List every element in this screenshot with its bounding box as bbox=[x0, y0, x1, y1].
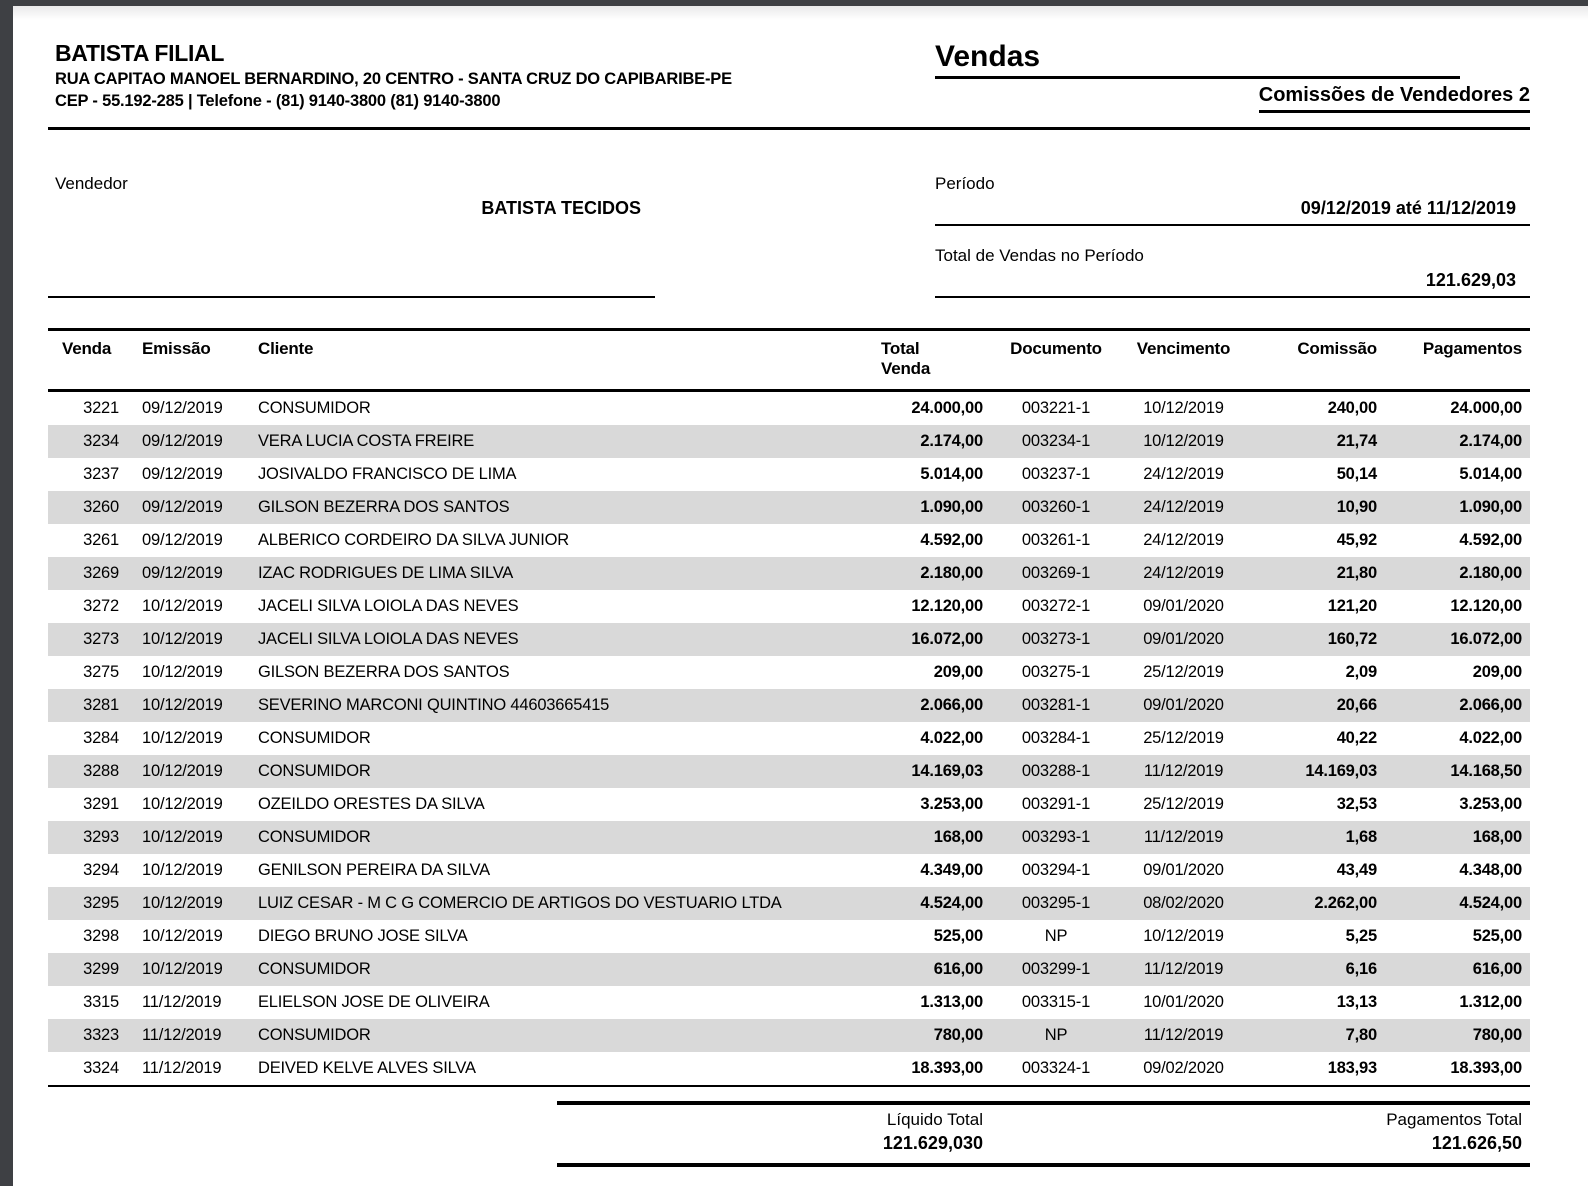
cell-documento: 003324-1 bbox=[1021, 1059, 1091, 1077]
table-row bbox=[48, 953, 1530, 986]
table-row bbox=[48, 1019, 1530, 1052]
cell-comissao: 121,20 bbox=[1327, 597, 1377, 615]
cell-documento: 003261-1 bbox=[1021, 531, 1091, 549]
report-header bbox=[48, 0, 1530, 113]
cell-vencimento: 25/12/2019 bbox=[1143, 729, 1224, 747]
cell-documento: NP bbox=[1044, 927, 1068, 945]
cell-total: 16.072,00 bbox=[911, 630, 983, 648]
report-title-block bbox=[935, 40, 1530, 113]
cell-cliente: OZEILDO ORESTES DA SILVA bbox=[258, 795, 485, 813]
col-header-total-venda: Total Venda bbox=[881, 339, 931, 378]
cell-cliente: JACELI SILVA LOIOLA DAS NEVES bbox=[258, 630, 519, 648]
cell-vencimento: 11/12/2019 bbox=[1143, 828, 1224, 846]
cell-comissao: 40,22 bbox=[1336, 729, 1377, 747]
cell-pagamentos: 5.014,00 bbox=[1459, 465, 1522, 483]
cell-emissao: 11/12/2019 bbox=[142, 993, 222, 1011]
sales-table bbox=[48, 328, 1530, 1087]
cell-cliente: GILSON BEZERRA DOS SANTOS bbox=[258, 498, 510, 516]
cell-cliente: CONSUMIDOR bbox=[258, 828, 371, 846]
cell-comissao: 2.262,00 bbox=[1314, 894, 1377, 912]
company-address: RUA CAPITAO MANOEL BERNARDINO, 20 CENTRO - SANTA CRUZ DO CAPIBARIBE-PE bbox=[55, 70, 732, 88]
cell-venda: 3261 bbox=[83, 531, 119, 549]
cell-documento: 003269-1 bbox=[1021, 564, 1091, 582]
cell-emissao: 10/12/2019 bbox=[142, 597, 223, 615]
company-block bbox=[48, 40, 883, 113]
cell-documento: 003294-1 bbox=[1021, 861, 1091, 879]
cell-venda: 3288 bbox=[83, 762, 119, 780]
cell-venda: 3294 bbox=[83, 861, 119, 879]
cell-venda: 3269 bbox=[83, 564, 119, 582]
cell-venda: 3281 bbox=[83, 696, 119, 714]
cell-documento: 003275-1 bbox=[1021, 663, 1091, 681]
cell-cliente: CONSUMIDOR bbox=[258, 1026, 371, 1044]
cell-vencimento: 09/02/2020 bbox=[1143, 1059, 1224, 1077]
table-row bbox=[48, 689, 1530, 722]
cell-cliente: SEVERINO MARCONI QUINTINO 44603665415 bbox=[258, 696, 610, 714]
cell-cliente: LUIZ CESAR - M C G COMERCIO DE ARTIGOS DO VESTUARIO LTDA bbox=[258, 894, 782, 912]
cell-vencimento: 24/12/2019 bbox=[1143, 531, 1224, 549]
cell-emissao: 11/12/2019 bbox=[142, 1059, 222, 1077]
cell-emissao: 09/12/2019 bbox=[142, 564, 223, 582]
cell-pagamentos: 1.090,00 bbox=[1459, 498, 1522, 516]
cell-total: 14.169,03 bbox=[911, 762, 983, 780]
cell-vencimento: 08/02/2020 bbox=[1143, 894, 1224, 912]
cell-pagamentos: 780,00 bbox=[1472, 1026, 1522, 1044]
cell-total: 1.090,00 bbox=[920, 498, 983, 516]
cell-documento: 003284-1 bbox=[1021, 729, 1091, 747]
total-vendas-label: Total de Vendas no Período bbox=[935, 246, 1144, 265]
cell-venda: 3299 bbox=[83, 960, 119, 978]
cell-venda: 3293 bbox=[83, 828, 119, 846]
cell-total: 24.000,00 bbox=[911, 399, 983, 417]
table-row bbox=[48, 524, 1530, 557]
cell-comissao: 240,00 bbox=[1327, 399, 1377, 417]
cell-comissao: 32,53 bbox=[1336, 795, 1377, 813]
col-header-venda: Venda bbox=[62, 339, 112, 358]
cell-cliente: DIEGO BRUNO JOSE SILVA bbox=[258, 927, 468, 945]
liquido-total-value: 121.629,030 bbox=[882, 1133, 983, 1153]
cell-vencimento: 10/12/2019 bbox=[1143, 399, 1224, 417]
table-row bbox=[48, 590, 1530, 623]
cell-total: 525,00 bbox=[933, 927, 983, 945]
cell-documento: 003315-1 bbox=[1021, 993, 1091, 1011]
table-row bbox=[48, 458, 1530, 491]
cell-pagamentos: 209,00 bbox=[1472, 663, 1522, 681]
cell-pagamentos: 2.066,00 bbox=[1459, 696, 1522, 714]
cell-total: 2.066,00 bbox=[920, 696, 983, 714]
table-row bbox=[48, 1052, 1530, 1085]
cell-cliente: GENILSON PEREIRA DA SILVA bbox=[258, 861, 490, 879]
cell-cliente: ELIELSON JOSE DE OLIVEIRA bbox=[258, 993, 490, 1011]
cell-vencimento: 10/01/2020 bbox=[1143, 993, 1224, 1011]
cell-pagamentos: 4.524,00 bbox=[1459, 894, 1522, 912]
viewer-left-edge bbox=[0, 0, 13, 1186]
cell-cliente: VERA LUCIA COSTA FREIRE bbox=[258, 432, 475, 450]
cell-comissao: 160,72 bbox=[1327, 630, 1377, 648]
cell-pagamentos: 12.120,00 bbox=[1450, 597, 1522, 615]
cell-comissao: 21,74 bbox=[1336, 432, 1377, 450]
cell-cliente: IZAC RODRIGUES DE LIMA SILVA bbox=[258, 564, 514, 582]
cell-documento: 003272-1 bbox=[1021, 597, 1091, 615]
cell-documento: 003291-1 bbox=[1021, 795, 1091, 813]
cell-comissao: 10,90 bbox=[1336, 498, 1377, 516]
report-page bbox=[48, 0, 1530, 1186]
cell-pagamentos: 616,00 bbox=[1472, 960, 1522, 978]
cell-total: 1.313,00 bbox=[920, 993, 983, 1011]
col-header-emissao: Emissão bbox=[142, 339, 211, 358]
cell-emissao: 10/12/2019 bbox=[142, 960, 223, 978]
cell-vencimento: 25/12/2019 bbox=[1143, 795, 1224, 813]
vendedor-label: Vendedor bbox=[55, 174, 128, 193]
report-subtitle: Comissões de Vendedores 2 bbox=[1259, 84, 1530, 113]
table-row bbox=[48, 623, 1530, 656]
cell-documento: 003299-1 bbox=[1021, 960, 1091, 978]
cell-emissao: 09/12/2019 bbox=[142, 465, 223, 483]
col-header-vencimento: Vencimento bbox=[1136, 339, 1231, 358]
cell-documento: 003260-1 bbox=[1021, 498, 1091, 516]
cell-total: 4.349,00 bbox=[920, 861, 983, 879]
cell-emissao: 10/12/2019 bbox=[142, 828, 223, 846]
cell-venda: 3260 bbox=[83, 498, 119, 516]
cell-vencimento: 11/12/2019 bbox=[1143, 762, 1224, 780]
company-name: BATISTA FILIAL bbox=[55, 40, 225, 66]
cell-comissao: 7,80 bbox=[1345, 1026, 1377, 1044]
cell-venda: 3234 bbox=[83, 432, 119, 450]
total-vendas-value: 121.629,03 bbox=[1425, 270, 1516, 290]
report-subtitle-wrap bbox=[935, 84, 1530, 113]
table-row bbox=[48, 557, 1530, 590]
cell-emissao: 10/12/2019 bbox=[142, 630, 223, 648]
cell-documento: 003273-1 bbox=[1021, 630, 1091, 648]
cell-total: 2.180,00 bbox=[920, 564, 983, 582]
cell-emissao: 10/12/2019 bbox=[142, 729, 223, 747]
cell-venda: 3275 bbox=[83, 663, 119, 681]
cell-documento: 003281-1 bbox=[1021, 696, 1091, 714]
header-divider bbox=[48, 127, 1530, 130]
table-header-row bbox=[48, 328, 1530, 392]
cell-total: 616,00 bbox=[933, 960, 983, 978]
cell-pagamentos: 1.312,00 bbox=[1459, 993, 1522, 1011]
cell-emissao: 10/12/2019 bbox=[142, 894, 223, 912]
cell-vencimento: 24/12/2019 bbox=[1143, 465, 1224, 483]
cell-total: 780,00 bbox=[933, 1026, 983, 1044]
cell-pagamentos: 3.253,00 bbox=[1459, 795, 1522, 813]
cell-emissao: 11/12/2019 bbox=[142, 1026, 222, 1044]
cell-comissao: 13,13 bbox=[1336, 993, 1377, 1011]
cell-comissao: 20,66 bbox=[1336, 696, 1377, 714]
cell-venda: 3284 bbox=[83, 729, 119, 747]
table-body bbox=[48, 392, 1530, 1087]
col-header-pagamentos: Pagamentos bbox=[1422, 339, 1522, 358]
cell-comissao: 43,49 bbox=[1336, 861, 1377, 879]
cell-vencimento: 11/12/2019 bbox=[1143, 1026, 1224, 1044]
col-header-cliente: Cliente bbox=[258, 339, 314, 358]
periodo-field bbox=[935, 174, 1530, 226]
cell-pagamentos: 2.174,00 bbox=[1459, 432, 1522, 450]
table-row bbox=[48, 788, 1530, 821]
cell-pagamentos: 525,00 bbox=[1472, 927, 1522, 945]
cell-documento: 003293-1 bbox=[1021, 828, 1091, 846]
cell-comissao: 21,80 bbox=[1336, 564, 1377, 582]
col-header-documento: Documento bbox=[1010, 339, 1102, 358]
cell-venda: 3315 bbox=[83, 993, 119, 1011]
cell-total: 168,00 bbox=[933, 828, 983, 846]
cell-total: 4.592,00 bbox=[920, 531, 983, 549]
cell-vencimento: 09/01/2020 bbox=[1143, 630, 1224, 648]
table-row bbox=[48, 656, 1530, 689]
pagamentos-total-block bbox=[983, 1110, 1530, 1154]
cell-venda: 3272 bbox=[83, 597, 119, 615]
table-row bbox=[48, 722, 1530, 755]
cell-total: 12.120,00 bbox=[911, 597, 983, 615]
cell-total: 18.393,00 bbox=[911, 1059, 983, 1077]
cell-venda: 3273 bbox=[83, 630, 119, 648]
cell-comissao: 50,14 bbox=[1336, 465, 1377, 483]
cell-pagamentos: 14.168,50 bbox=[1450, 762, 1522, 780]
company-contact: CEP - 55.192-285 | Telefone - (81) 9140-3800 (81) 9140-3800 bbox=[55, 92, 501, 110]
cell-total: 209,00 bbox=[933, 663, 983, 681]
cell-venda: 3237 bbox=[83, 465, 119, 483]
cell-venda: 3295 bbox=[83, 894, 119, 912]
cell-emissao: 09/12/2019 bbox=[142, 432, 223, 450]
cell-documento: 003234-1 bbox=[1021, 432, 1091, 450]
cell-pagamentos: 168,00 bbox=[1472, 828, 1522, 846]
cell-comissao: 2,09 bbox=[1345, 663, 1377, 681]
cell-comissao: 45,92 bbox=[1336, 531, 1377, 549]
pagamentos-total-label: Pagamentos Total bbox=[1386, 1110, 1522, 1129]
periodo-label: Período bbox=[935, 174, 995, 193]
cell-vencimento: 09/01/2020 bbox=[1143, 597, 1224, 615]
cell-pagamentos: 4.592,00 bbox=[1459, 531, 1522, 549]
cell-cliente: JACELI SILVA LOIOLA DAS NEVES bbox=[258, 597, 519, 615]
table-row bbox=[48, 755, 1530, 788]
cell-total: 4.524,00 bbox=[920, 894, 983, 912]
table-row bbox=[48, 491, 1530, 524]
table-row bbox=[48, 986, 1530, 1019]
total-vendas-field bbox=[935, 246, 1530, 298]
cell-cliente: CONSUMIDOR bbox=[258, 960, 371, 978]
cell-cliente: DEIVED KELVE ALVES SILVA bbox=[258, 1059, 476, 1077]
cell-emissao: 09/12/2019 bbox=[142, 531, 223, 549]
cell-pagamentos: 16.072,00 bbox=[1450, 630, 1522, 648]
cell-emissao: 09/12/2019 bbox=[142, 399, 223, 417]
cell-comissao: 1,68 bbox=[1345, 828, 1377, 846]
pagamentos-total-value: 121.626,50 bbox=[1431, 1133, 1522, 1153]
cell-pagamentos: 18.393,00 bbox=[1450, 1059, 1522, 1077]
table-row bbox=[48, 821, 1530, 854]
table-row bbox=[48, 425, 1530, 458]
cell-comissao: 14.169,03 bbox=[1305, 762, 1377, 780]
cell-pagamentos: 4.348,00 bbox=[1459, 861, 1522, 879]
cell-vencimento: 24/12/2019 bbox=[1143, 564, 1224, 582]
liquido-total-block bbox=[557, 1110, 983, 1154]
vendedor-field bbox=[48, 174, 655, 298]
cell-venda: 3291 bbox=[83, 795, 119, 813]
cell-vencimento: 11/12/2019 bbox=[1143, 960, 1224, 978]
totals-footer bbox=[557, 1101, 1530, 1167]
cell-pagamentos: 2.180,00 bbox=[1459, 564, 1522, 582]
liquido-total-label: Líquido Total bbox=[886, 1110, 983, 1129]
cell-comissao: 5,25 bbox=[1345, 927, 1377, 945]
cell-emissao: 10/12/2019 bbox=[142, 696, 223, 714]
cell-venda: 3221 bbox=[83, 399, 119, 417]
cell-cliente: GILSON BEZERRA DOS SANTOS bbox=[258, 663, 510, 681]
cell-pagamentos: 4.022,00 bbox=[1459, 729, 1522, 747]
cell-vencimento: 25/12/2019 bbox=[1143, 663, 1224, 681]
period-column bbox=[935, 174, 1530, 298]
cell-emissao: 10/12/2019 bbox=[142, 795, 223, 813]
cell-vencimento: 10/12/2019 bbox=[1143, 432, 1224, 450]
report-title: Vendas bbox=[935, 40, 1460, 79]
cell-documento: 003288-1 bbox=[1021, 762, 1091, 780]
cell-total: 5.014,00 bbox=[920, 465, 983, 483]
cell-pagamentos: 24.000,00 bbox=[1450, 399, 1522, 417]
cell-emissao: 10/12/2019 bbox=[142, 663, 223, 681]
cell-vencimento: 09/01/2020 bbox=[1143, 861, 1224, 879]
table-row bbox=[48, 887, 1530, 920]
cell-cliente: JOSIVALDO FRANCISCO DE LIMA bbox=[258, 465, 517, 483]
cell-comissao: 183,93 bbox=[1327, 1059, 1377, 1077]
filter-fields bbox=[48, 174, 1530, 298]
cell-documento: 003221-1 bbox=[1021, 399, 1091, 417]
cell-emissao: 10/12/2019 bbox=[142, 762, 223, 780]
cell-vencimento: 24/12/2019 bbox=[1143, 498, 1224, 516]
cell-cliente: CONSUMIDOR bbox=[258, 729, 371, 747]
cell-venda: 3324 bbox=[83, 1059, 119, 1077]
cell-total: 3.253,00 bbox=[920, 795, 983, 813]
cell-documento: 003295-1 bbox=[1021, 894, 1091, 912]
cell-cliente: CONSUMIDOR bbox=[258, 399, 371, 417]
cell-documento: NP bbox=[1044, 1026, 1068, 1044]
vendedor-value: BATISTA TECIDOS bbox=[481, 198, 641, 218]
table-row bbox=[48, 392, 1530, 425]
table-row bbox=[48, 920, 1530, 953]
cell-emissao: 09/12/2019 bbox=[142, 498, 223, 516]
cell-venda: 3323 bbox=[83, 1026, 119, 1044]
periodo-value: 09/12/2019 até 11/12/2019 bbox=[1300, 198, 1516, 218]
table-row bbox=[48, 854, 1530, 887]
cell-cliente: CONSUMIDOR bbox=[258, 762, 371, 780]
cell-vencimento: 09/01/2020 bbox=[1143, 696, 1224, 714]
cell-emissao: 10/12/2019 bbox=[142, 927, 223, 945]
cell-total: 4.022,00 bbox=[920, 729, 983, 747]
cell-cliente: ALBERICO CORDEIRO DA SILVA JUNIOR bbox=[258, 531, 569, 549]
cell-total: 2.174,00 bbox=[920, 432, 983, 450]
cell-documento: 003237-1 bbox=[1021, 465, 1091, 483]
cell-comissao: 6,16 bbox=[1345, 960, 1377, 978]
cell-venda: 3298 bbox=[83, 927, 119, 945]
cell-emissao: 10/12/2019 bbox=[142, 861, 223, 879]
col-header-comissao: Comissão bbox=[1297, 339, 1377, 358]
cell-vencimento: 10/12/2019 bbox=[1143, 927, 1224, 945]
